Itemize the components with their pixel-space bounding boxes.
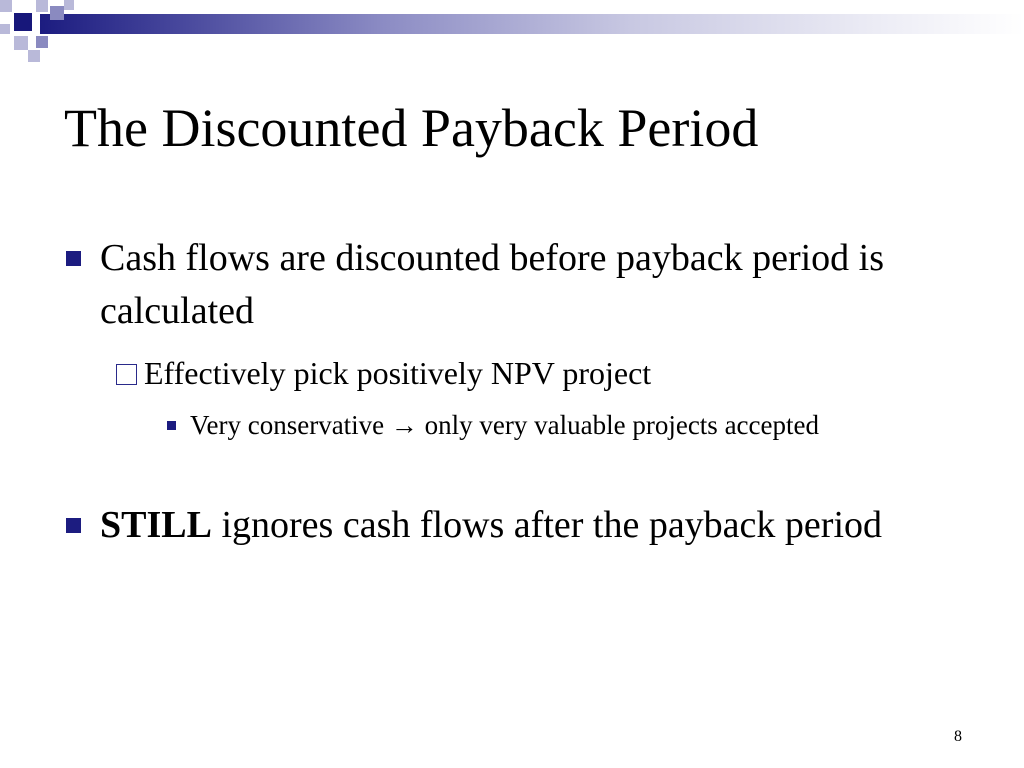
hollow-square-bullet-icon bbox=[116, 364, 137, 385]
sub-sub-bullet-conservative: Very conservative → only very valuable projects accepted bbox=[190, 410, 819, 440]
header-square-icon bbox=[0, 24, 10, 34]
bullet-still-ignores bbox=[100, 499, 960, 552]
filled-square-bullet-icon bbox=[66, 251, 81, 266]
small-filled-square-bullet-icon bbox=[167, 421, 176, 430]
header-square-icon bbox=[28, 50, 40, 62]
bullet-cash-flows-discounted: Cash flows are discounted before payback period is calculated bbox=[100, 237, 885, 332]
bullet-still-ignores-text: ignores cash flows after the payback period bbox=[211, 504, 882, 546]
header-square-icon bbox=[36, 36, 48, 48]
header-square-icon bbox=[64, 0, 74, 10]
header-square-icon bbox=[14, 36, 28, 50]
emphasis-still: STILL bbox=[100, 504, 212, 546]
sub-bullet-npv-project: Effectively pick positively NPV project bbox=[144, 355, 652, 391]
page-number: 8 bbox=[954, 728, 962, 745]
slide-title: The Discounted Payback Period bbox=[64, 98, 759, 158]
header-square-icon bbox=[0, 0, 12, 12]
header-square-icon bbox=[14, 13, 32, 31]
header-square-icon bbox=[50, 6, 64, 20]
filled-square-bullet-icon bbox=[66, 518, 81, 533]
header-gradient-band bbox=[40, 14, 1024, 34]
header-square-icon bbox=[36, 0, 48, 12]
